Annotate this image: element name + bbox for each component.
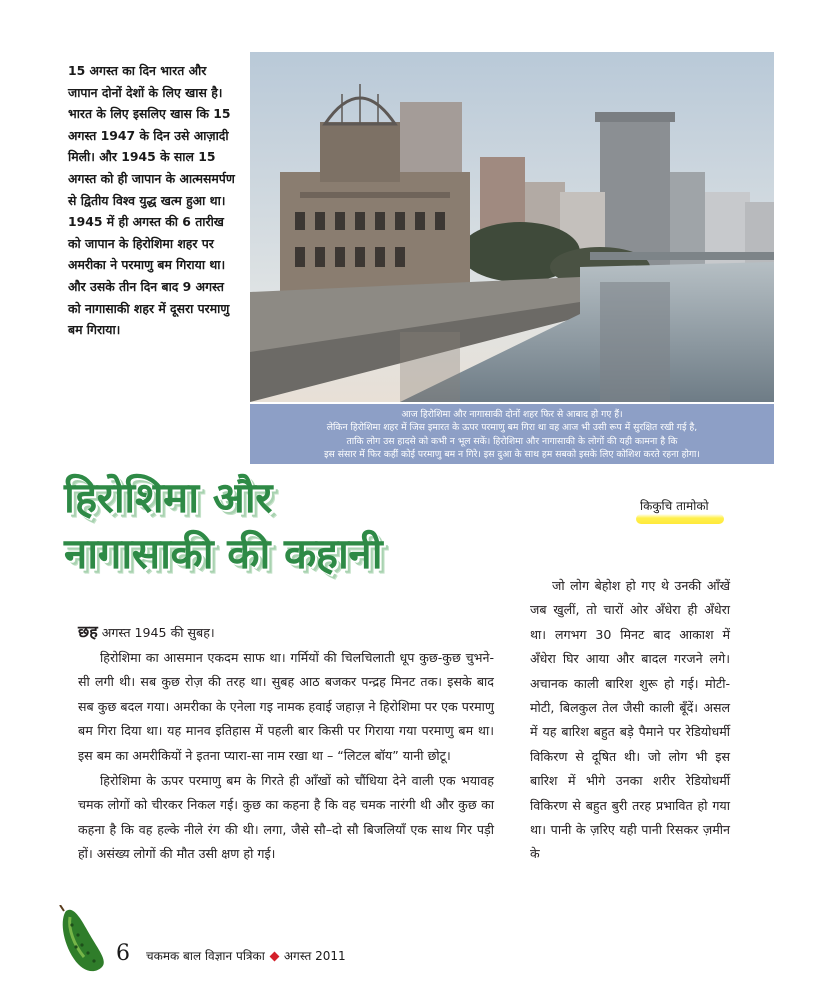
opening-text: अगस्त 1945 की सुबह। xyxy=(97,625,215,640)
page-number: 6 xyxy=(116,941,130,966)
caption-line: इस संसार में फिर कहीं कोई परमाणु बम न गिरे। इस दुआ के साथ हम सबको इसके लिए कोशिश करते रहना होगा। xyxy=(324,449,700,461)
page-footer xyxy=(58,905,378,975)
author-byline: किकुचि तामोको xyxy=(640,499,709,513)
caption-line: ताकि लोग उस हादसे को कभी न भूल सकें। हिरोशिमा और नागासाकी के लोगों की यही कामना है कि xyxy=(346,435,678,447)
caption-line: लेकिन हिरोशिमा शहर में जिस इमारत के ऊपर परमाणु बम गिरा था वह आज भी उसी रूप में सुरक्षित रखी गई है, xyxy=(326,422,698,434)
paragraph: हिरोशिमा का आसमान एकदम साफ था। गर्मियों की चिलचिलाती धूप कुछ-कुछ चुभने-सी लगी थी। सब कुछ रोज़ की तरह था। सुबह आठ बजकर पन्द्रह मिनट तक। इसके बाद सब कुछ बदल गया। अमरीका के एनेला गइ नामक हवाई जहाज़ ने हिरोशिमा पर एक परमाणु बम गिरा दिया था। यह मानव इतिहास में पहली बार किसी पर गिराया गया परमाणु बम था। इस बम का अमरीकियों ने इतना प्यारा-सा नाम रखा था – “लिटल बॉय” यानी छोटू। xyxy=(78,649,494,763)
article-title xyxy=(64,470,514,582)
article-column-left xyxy=(78,620,494,867)
publication-line xyxy=(146,947,346,964)
caption-line: आज हिरोशिमा और नागासाकी दोनों शहर फिर से आबाद हो गए हैं। xyxy=(401,409,623,420)
issue-date: अगस्त 2011 xyxy=(283,949,346,963)
intro-sidebar-text: 15 अगस्त का दिन भारत और जापान दोनों देशों के लिए खास है। भारत के लिए इसलिए खास कि 15 अगस्त 1947 के दिन उसे आज़ादी मिली। और 1945 के साल 15 अगस्त को ही जापान के आत्मसमर्पण से द्वितीय विश्व युद्ध खत्म हुआ था। 1945 में ही अगस्त की 6 तारीख को जापान के हिरोशिमा शहर पर अमरीका ने परमाणु बम गिराया था। और उसके तीन दिन बाद 9 अगस्त को नागासाकी शहर में दूसरा परमाणु बम गिराया। xyxy=(68,63,235,338)
cucumber-icon xyxy=(58,905,110,975)
article-column-right xyxy=(530,574,730,867)
hiroshima-photo xyxy=(250,52,774,402)
opening-line xyxy=(78,620,494,646)
title-line: नागासाकी की कहानी xyxy=(64,529,383,578)
publication-name: चकमक बाल विज्ञान पत्रिका xyxy=(146,949,265,963)
photo-caption xyxy=(250,404,774,464)
dropcap: छह xyxy=(78,622,98,641)
diamond-icon xyxy=(269,951,279,961)
title-line: हिरोशिमा और xyxy=(64,473,272,522)
paragraph: जो लोग बेहोश हो गए थे उनकी आँखें जब खुलीं, तो चारों ओर अँधेरा ही अँधेरा था। लगभग 30 मिनट बाद आकाश में अँधेरा घिर आया और बादल गरजने लगे। अचानक काली बारिश शुरू हो गई। मोटी-मोटी, बिलकुल तेल जैसी काली बूँदें। असल में यह बारिश बहुत बड़े पैमाने पर रेडियोधर्मी विकिरण से दूषित थी। जो लोग भी इस बारिश में भीगे उनका शरीर रेडियोधर्मी विकिरण से बहुत बुरी तरह प्रभावित हो गया था। पानी के ज़रिए यही पानी रिसकर ज़मीन के xyxy=(530,578,730,862)
author-highlight xyxy=(636,514,724,524)
paragraph: हिरोशिमा के ऊपर परमाणु बम के गिरते ही आँखों को चौंधिया देने वाली एक भयावह चमक लोगों को चीरकर निकल गई। कुछ का कहना है कि वह चमक नारंगी थी और कुछ का कहना है कि वह हल्के नीले रंग की थी। लगा, जैसे सौ–दो सौ बिजलियाँ एक साथ गिर पड़ी हों। असंख्य लोगों की मौत उसी क्षण हो गई। xyxy=(78,772,494,862)
